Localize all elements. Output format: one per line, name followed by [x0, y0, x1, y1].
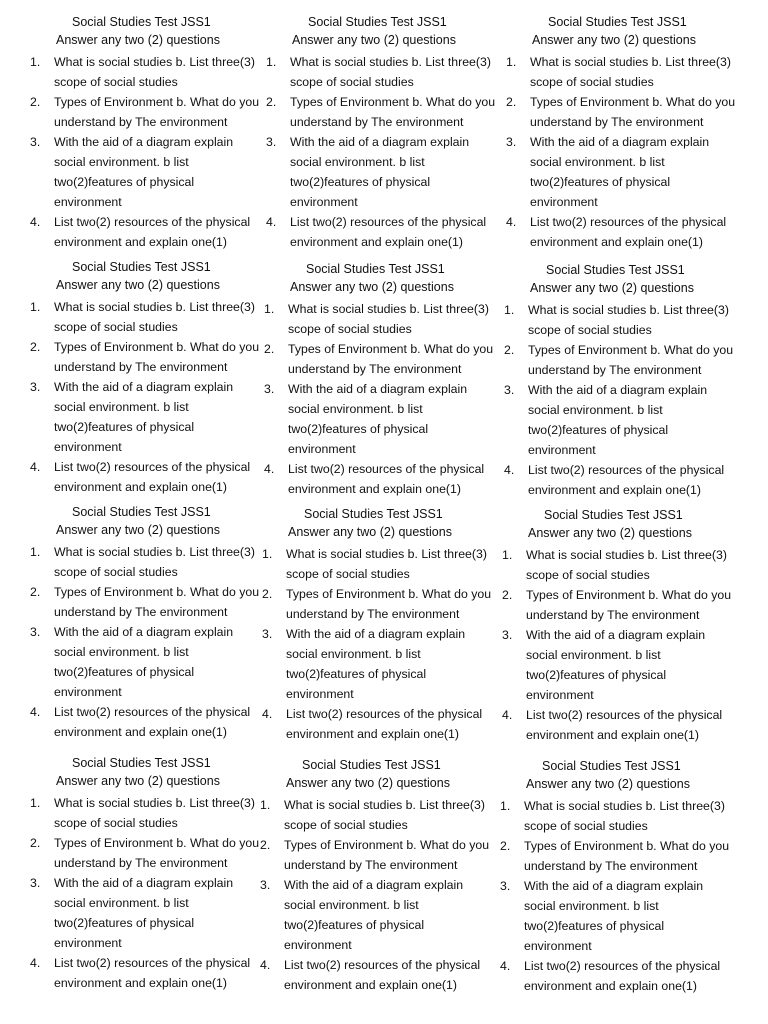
question-list: [258, 544, 498, 744]
question-text: With the aid of a diagram explain social environment. b list two(2)features of physical environment: [524, 879, 704, 953]
question-text: With the aid of a diagram explain social environment. b list two(2)features of physical environment: [530, 135, 710, 209]
test-instruction: Answer any two (2) questions: [528, 526, 692, 540]
question-text: Types of Environment b. What do you understand by The environment: [54, 585, 260, 619]
question-text: With the aid of a diagram explain social environment. b list two(2)features of physical environment: [284, 878, 464, 952]
question-number: 4.: [30, 956, 41, 970]
question-number: 4.: [30, 215, 41, 229]
question-list: [256, 795, 496, 995]
question-number: 4.: [262, 707, 273, 721]
question-text: List two(2) resources of the physical environment and explain one(1): [526, 708, 723, 742]
question-item: [260, 339, 500, 379]
question-item: [500, 300, 740, 340]
question-item: [496, 876, 736, 956]
question-number: 2.: [506, 95, 517, 109]
question-text: Types of Environment b. What do you understand by The environment: [526, 588, 732, 622]
question-item: [500, 460, 740, 500]
question-list: [26, 52, 266, 252]
question-item: [496, 956, 736, 996]
question-number: 3.: [266, 135, 277, 149]
question-number: 1.: [30, 796, 41, 810]
question-text: Types of Environment b. What do you understand by The environment: [54, 95, 260, 129]
question-text: With the aid of a diagram explain social environment. b list two(2)features of physical environment: [54, 876, 234, 950]
test-title: Social Studies Test JSS1: [304, 507, 443, 521]
test-instruction: Answer any two (2) questions: [56, 774, 220, 788]
question-item: [496, 796, 736, 836]
question-text: What is social studies b. List three(3) scope of social studies: [530, 55, 731, 89]
question-item: [260, 299, 500, 339]
question-number: 2.: [260, 838, 271, 852]
question-item: [26, 377, 266, 457]
question-text: Types of Environment b. What do you understand by The environment: [54, 836, 260, 870]
question-text: List two(2) resources of the physical environment and explain one(1): [284, 958, 481, 992]
question-item: [26, 92, 266, 132]
question-item: [262, 52, 502, 92]
test-copy: [262, 14, 502, 264]
question-item: [498, 705, 738, 745]
question-text: What is social studies b. List three(3) scope of social studies: [286, 547, 487, 581]
question-text: List two(2) resources of the physical environment and explain one(1): [524, 959, 721, 993]
question-text: With the aid of a diagram explain social environment. b list two(2)features of physical environment: [288, 382, 468, 456]
question-item: [26, 873, 266, 953]
question-text: With the aid of a diagram explain social environment. b list two(2)features of physical environment: [54, 380, 234, 454]
test-instruction: Answer any two (2) questions: [56, 523, 220, 537]
question-number: 3.: [260, 878, 271, 892]
question-text: What is social studies b. List three(3) scope of social studies: [528, 303, 729, 337]
question-number: 1.: [260, 798, 271, 812]
question-text: List two(2) resources of the physical environment and explain one(1): [54, 705, 251, 739]
test-copy: [26, 504, 266, 754]
question-list: [500, 300, 740, 500]
question-number: 4.: [30, 460, 41, 474]
test-copy: [26, 755, 266, 1005]
question-item: [262, 212, 502, 252]
question-list: [496, 796, 736, 996]
question-number: 1.: [262, 547, 273, 561]
question-list: [26, 542, 266, 742]
test-copy: [502, 14, 742, 264]
question-number: 4.: [266, 215, 277, 229]
question-list: [260, 299, 500, 499]
test-instruction: Answer any two (2) questions: [56, 33, 220, 47]
test-title: Social Studies Test JSS1: [72, 15, 211, 29]
question-number: 2.: [30, 585, 41, 599]
question-number: 1.: [504, 303, 515, 317]
test-copy: [26, 14, 266, 264]
question-text: With the aid of a diagram explain social environment. b list two(2)features of physical environment: [528, 383, 708, 457]
question-number: 3.: [500, 879, 511, 893]
test-title: Social Studies Test JSS1: [72, 260, 211, 274]
question-text: List two(2) resources of the physical environment and explain one(1): [290, 215, 487, 249]
question-text: Types of Environment b. What do you understand by The environment: [528, 343, 734, 377]
question-item: [26, 953, 266, 993]
test-instruction: Answer any two (2) questions: [286, 776, 450, 790]
question-item: [26, 297, 266, 337]
test-instruction: Answer any two (2) questions: [290, 280, 454, 294]
question-item: [256, 835, 496, 875]
question-number: 4.: [500, 959, 511, 973]
question-number: 3.: [262, 627, 273, 641]
question-item: [502, 52, 742, 92]
test-instruction: Answer any two (2) questions: [530, 281, 694, 295]
question-text: With the aid of a diagram explain social environment. b list two(2)features of physical environment: [526, 628, 706, 702]
question-number: 1.: [500, 799, 511, 813]
question-number: 1.: [30, 545, 41, 559]
question-number: 4.: [264, 462, 275, 476]
question-number: 1.: [30, 55, 41, 69]
question-list: [262, 52, 502, 252]
question-number: 2.: [262, 587, 273, 601]
question-item: [26, 702, 266, 742]
question-text: With the aid of a diagram explain social environment. b list two(2)features of physical environment: [54, 135, 234, 209]
question-number: 3.: [30, 625, 41, 639]
test-title: Social Studies Test JSS1: [542, 759, 681, 773]
question-number: 1.: [264, 302, 275, 316]
question-number: 1.: [266, 55, 277, 69]
test-copy: [496, 758, 736, 1008]
question-number: 4.: [502, 708, 513, 722]
question-number: 2.: [30, 95, 41, 109]
question-text: List two(2) resources of the physical environment and explain one(1): [530, 215, 727, 249]
question-list: [26, 297, 266, 497]
question-number: 3.: [506, 135, 517, 149]
question-text: Types of Environment b. What do you understand by The environment: [290, 95, 496, 129]
question-number: 4.: [30, 705, 41, 719]
test-copy: [260, 261, 500, 511]
question-text: What is social studies b. List three(3) scope of social studies: [54, 55, 255, 89]
question-text: What is social studies b. List three(3) scope of social studies: [290, 55, 491, 89]
question-text: Types of Environment b. What do you understand by The environment: [524, 839, 730, 873]
question-number: 4.: [506, 215, 517, 229]
test-title: Social Studies Test JSS1: [548, 15, 687, 29]
question-text: Types of Environment b. What do you understand by The environment: [286, 587, 492, 621]
question-number: 2.: [264, 342, 275, 356]
question-text: Types of Environment b. What do you understand by The environment: [530, 95, 736, 129]
question-item: [260, 379, 500, 459]
question-item: [26, 582, 266, 622]
test-title: Social Studies Test JSS1: [544, 508, 683, 522]
question-text: With the aid of a diagram explain social environment. b list two(2)features of physical environment: [54, 625, 234, 699]
question-item: [26, 337, 266, 377]
question-number: 2.: [504, 343, 515, 357]
question-item: [256, 875, 496, 955]
test-copy: [498, 507, 738, 757]
test-copy: [256, 757, 496, 1007]
question-item: [258, 704, 498, 744]
question-item: [502, 212, 742, 252]
question-item: [26, 52, 266, 92]
question-text: What is social studies b. List three(3) scope of social studies: [524, 799, 725, 833]
question-text: List two(2) resources of the physical environment and explain one(1): [54, 215, 251, 249]
test-instruction: Answer any two (2) questions: [292, 33, 456, 47]
question-item: [26, 212, 266, 252]
test-copy: [26, 259, 266, 509]
question-number: 3.: [30, 135, 41, 149]
question-text: What is social studies b. List three(3) scope of social studies: [54, 300, 255, 334]
question-item: [262, 132, 502, 212]
question-item: [26, 457, 266, 497]
question-text: List two(2) resources of the physical environment and explain one(1): [528, 463, 725, 497]
question-number: 1.: [30, 300, 41, 314]
question-text: What is social studies b. List three(3) scope of social studies: [284, 798, 485, 832]
question-text: Types of Environment b. What do you understand by The environment: [54, 340, 260, 374]
question-text: Types of Environment b. What do you understand by The environment: [288, 342, 494, 376]
question-item: [26, 542, 266, 582]
question-number: 1.: [506, 55, 517, 69]
test-title: Social Studies Test JSS1: [72, 505, 211, 519]
question-number: 3.: [30, 380, 41, 394]
question-item: [502, 92, 742, 132]
question-item: [262, 92, 502, 132]
question-list: [26, 793, 266, 993]
question-item: [258, 624, 498, 704]
question-text: List two(2) resources of the physical environment and explain one(1): [286, 707, 483, 741]
question-number: 3.: [264, 382, 275, 396]
question-item: [256, 955, 496, 995]
test-title: Social Studies Test JSS1: [546, 263, 685, 277]
question-item: [260, 459, 500, 499]
question-number: 2.: [502, 588, 513, 602]
question-number: 3.: [502, 628, 513, 642]
test-title: Social Studies Test JSS1: [306, 262, 445, 276]
test-copy: [258, 506, 498, 756]
question-number: 4.: [504, 463, 515, 477]
question-text: What is social studies b. List three(3) scope of social studies: [54, 545, 255, 579]
test-title: Social Studies Test JSS1: [72, 756, 211, 770]
test-instruction: Answer any two (2) questions: [532, 33, 696, 47]
question-item: [256, 795, 496, 835]
question-text: With the aid of a diagram explain social environment. b list two(2)features of physical environment: [290, 135, 470, 209]
question-text: What is social studies b. List three(3) scope of social studies: [288, 302, 489, 336]
question-item: [26, 793, 266, 833]
test-copy: [500, 262, 740, 512]
question-list: [498, 545, 738, 745]
question-item: [500, 380, 740, 460]
question-item: [498, 625, 738, 705]
question-number: 2.: [30, 836, 41, 850]
test-title: Social Studies Test JSS1: [308, 15, 447, 29]
question-item: [498, 545, 738, 585]
question-item: [496, 836, 736, 876]
question-item: [26, 132, 266, 212]
question-number: 4.: [260, 958, 271, 972]
question-list: [502, 52, 742, 252]
question-text: With the aid of a diagram explain social environment. b list two(2)features of physical environment: [286, 627, 466, 701]
question-item: [502, 132, 742, 212]
test-instruction: Answer any two (2) questions: [526, 777, 690, 791]
question-text: What is social studies b. List three(3) scope of social studies: [526, 548, 727, 582]
question-number: 3.: [30, 876, 41, 890]
test-instruction: Answer any two (2) questions: [288, 525, 452, 539]
question-item: [26, 622, 266, 702]
question-number: 2.: [500, 839, 511, 853]
question-text: List two(2) resources of the physical environment and explain one(1): [54, 956, 251, 990]
question-text: List two(2) resources of the physical environment and explain one(1): [288, 462, 485, 496]
question-text: Types of Environment b. What do you understand by The environment: [284, 838, 490, 872]
test-title: Social Studies Test JSS1: [302, 758, 441, 772]
test-instruction: Answer any two (2) questions: [56, 278, 220, 292]
question-number: 3.: [504, 383, 515, 397]
question-item: [258, 544, 498, 584]
question-number: 2.: [266, 95, 277, 109]
question-item: [258, 584, 498, 624]
question-item: [498, 585, 738, 625]
question-number: 2.: [30, 340, 41, 354]
question-text: List two(2) resources of the physical environment and explain one(1): [54, 460, 251, 494]
question-text: What is social studies b. List three(3) scope of social studies: [54, 796, 255, 830]
question-item: [500, 340, 740, 380]
question-item: [26, 833, 266, 873]
question-number: 1.: [502, 548, 513, 562]
